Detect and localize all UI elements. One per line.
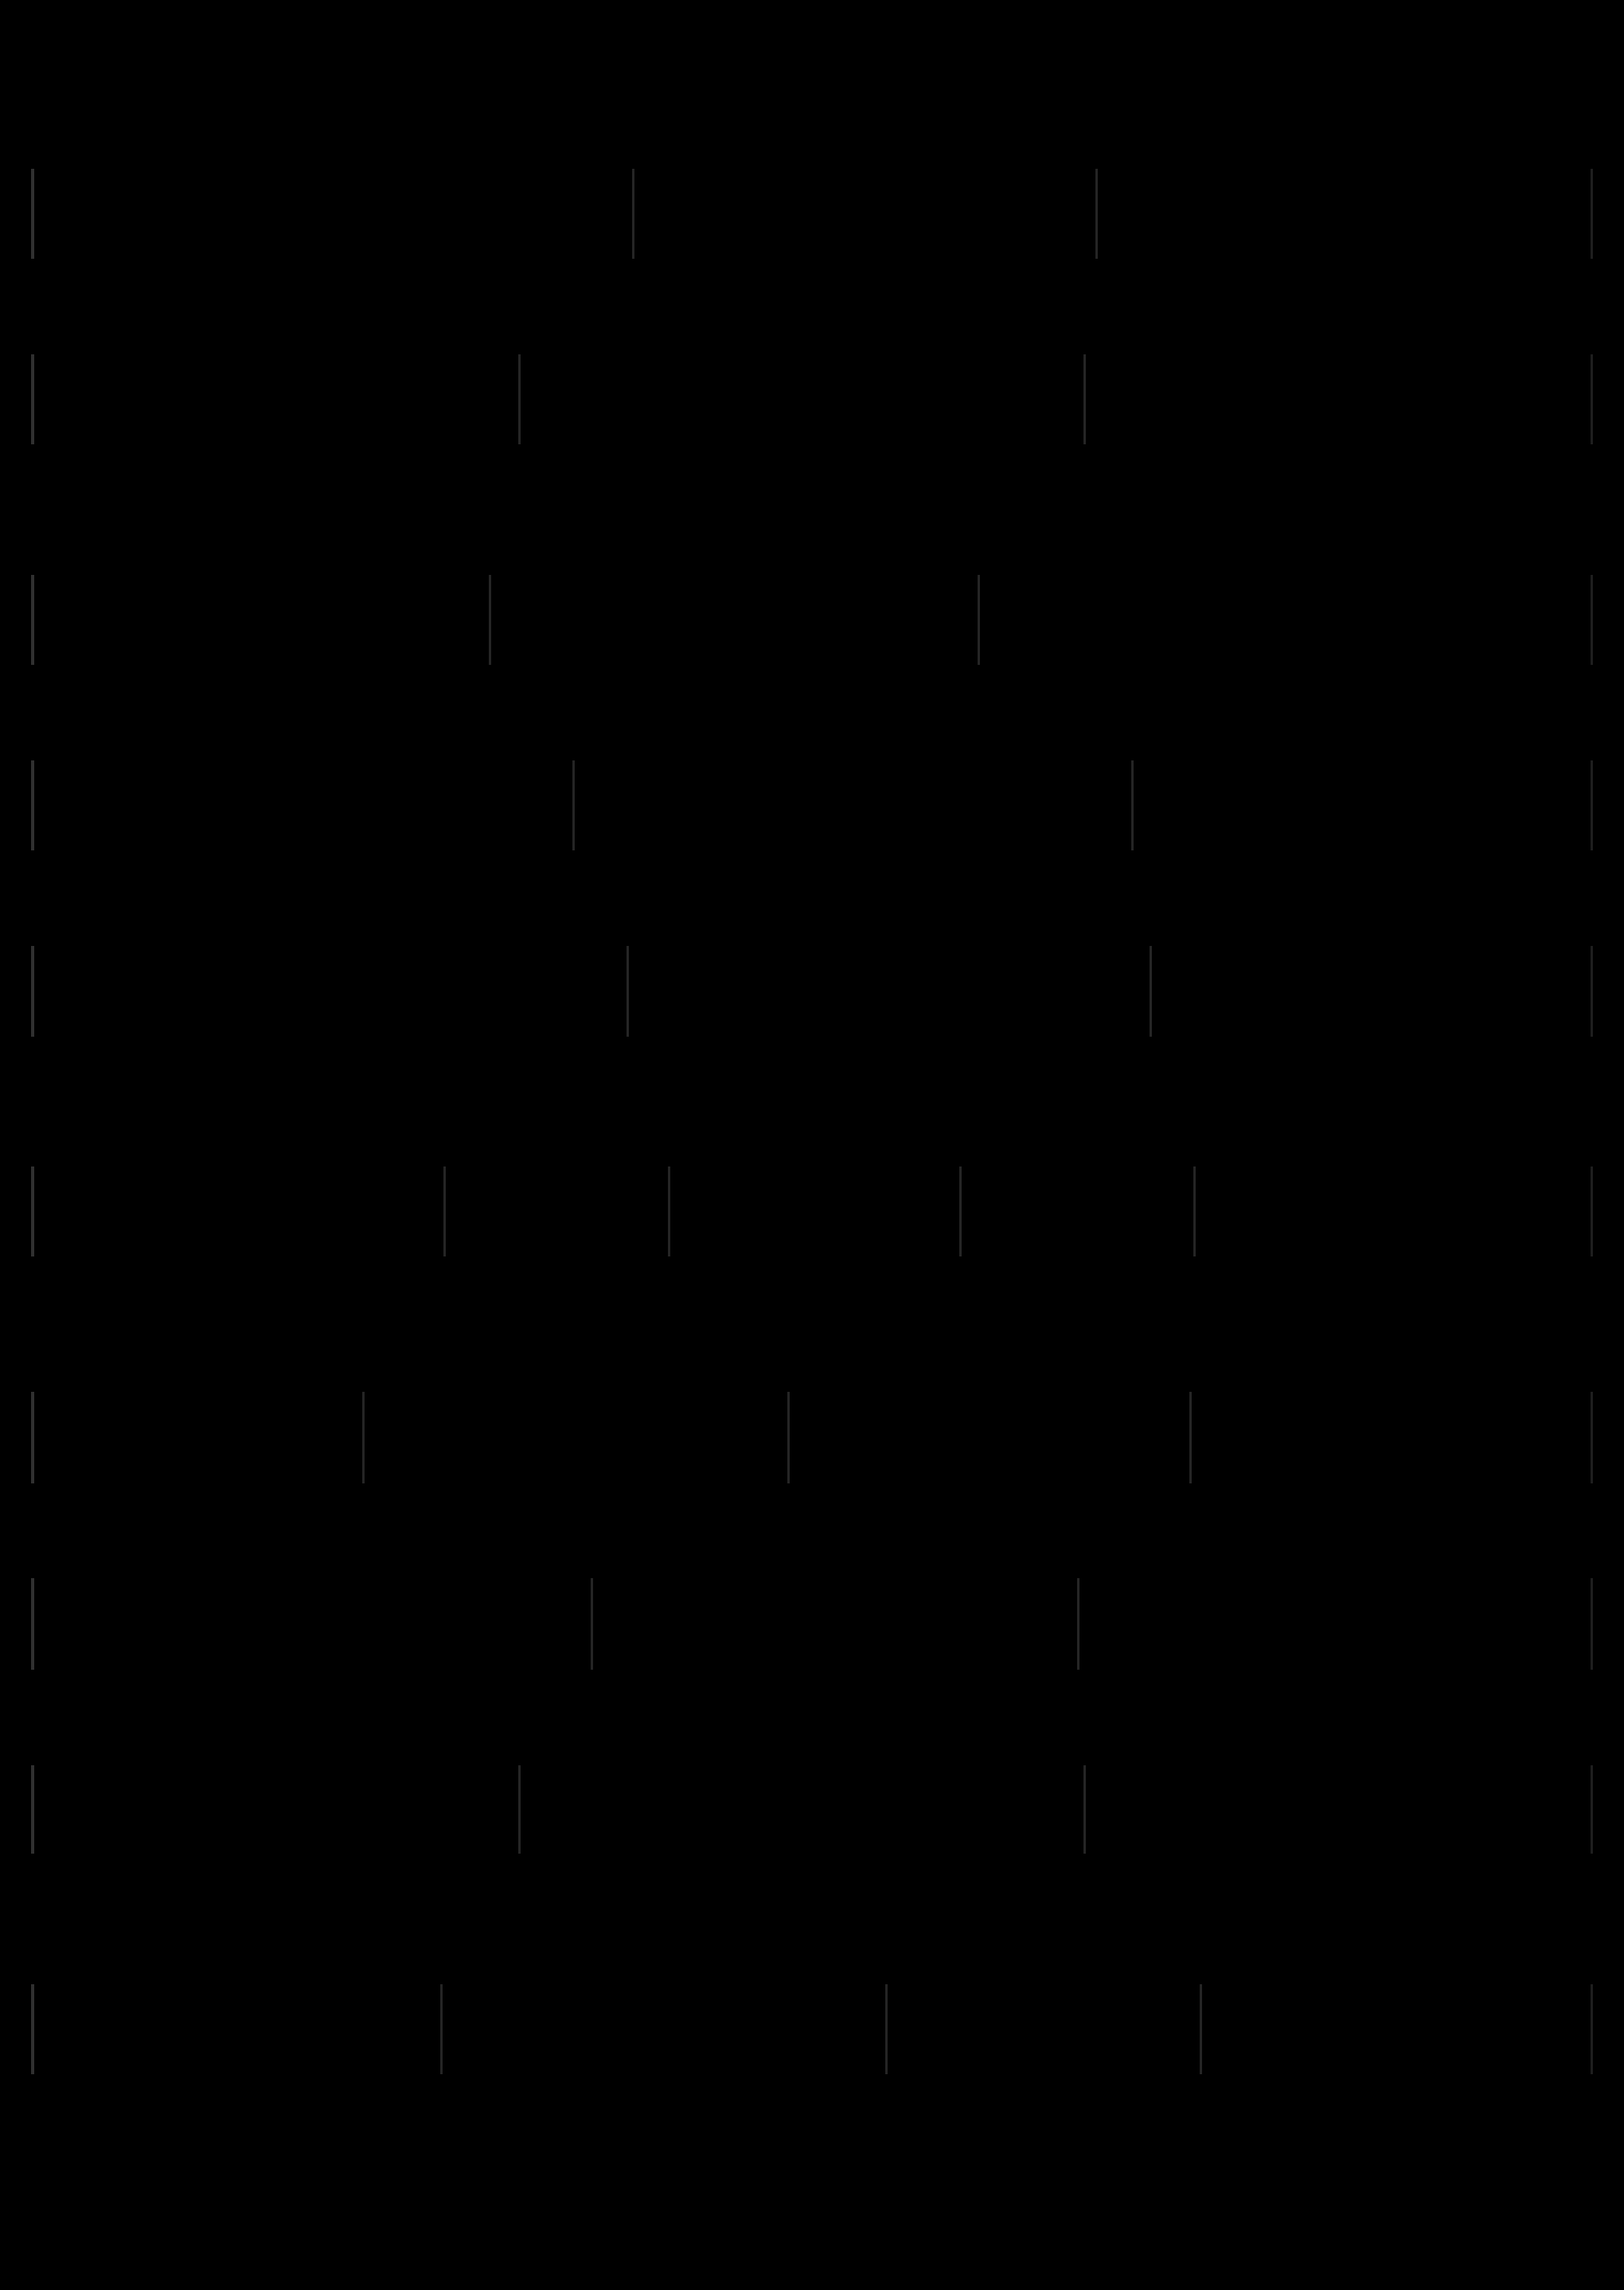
barline: [362, 1392, 365, 1483]
barline-left: [31, 1578, 34, 1670]
barline-left: [31, 575, 34, 665]
barline: [632, 169, 634, 259]
barline: [1150, 946, 1152, 1037]
barline-right: [1591, 575, 1593, 665]
barline: [489, 575, 491, 665]
barline-left: [31, 169, 34, 259]
barline-left: [31, 760, 34, 850]
barline: [1083, 354, 1086, 444]
barline: [1095, 169, 1098, 259]
barline-left: [31, 1392, 34, 1483]
barline-left: [31, 1765, 34, 1854]
barline-left: [31, 1984, 34, 2074]
barline: [1200, 1984, 1202, 2074]
barline-right: [1591, 1578, 1593, 1670]
barline: [885, 1984, 888, 2074]
barline: [443, 1166, 446, 1256]
barline-left: [31, 1166, 34, 1256]
barline-right: [1591, 1392, 1593, 1483]
barline: [668, 1166, 670, 1256]
barline-right: [1591, 946, 1593, 1037]
barline-right: [1591, 1765, 1593, 1854]
barline-left: [31, 946, 34, 1037]
barline: [1077, 1578, 1079, 1670]
barline: [1193, 1166, 1196, 1256]
barline: [572, 760, 575, 850]
barline-right: [1591, 354, 1593, 444]
barline: [627, 946, 629, 1037]
barline: [1083, 1765, 1086, 1854]
barline-left: [31, 354, 34, 444]
barline-right: [1591, 169, 1593, 259]
barline: [591, 1578, 593, 1670]
barline-right: [1591, 760, 1593, 850]
barline: [1189, 1392, 1192, 1483]
barline: [518, 354, 521, 444]
barline: [787, 1392, 790, 1483]
barline: [518, 1765, 521, 1854]
barline-right: [1591, 1984, 1593, 2074]
barline: [1131, 760, 1134, 850]
barline: [440, 1984, 443, 2074]
barline-right: [1591, 1166, 1593, 1256]
barline: [978, 575, 980, 665]
barline: [959, 1166, 962, 1256]
